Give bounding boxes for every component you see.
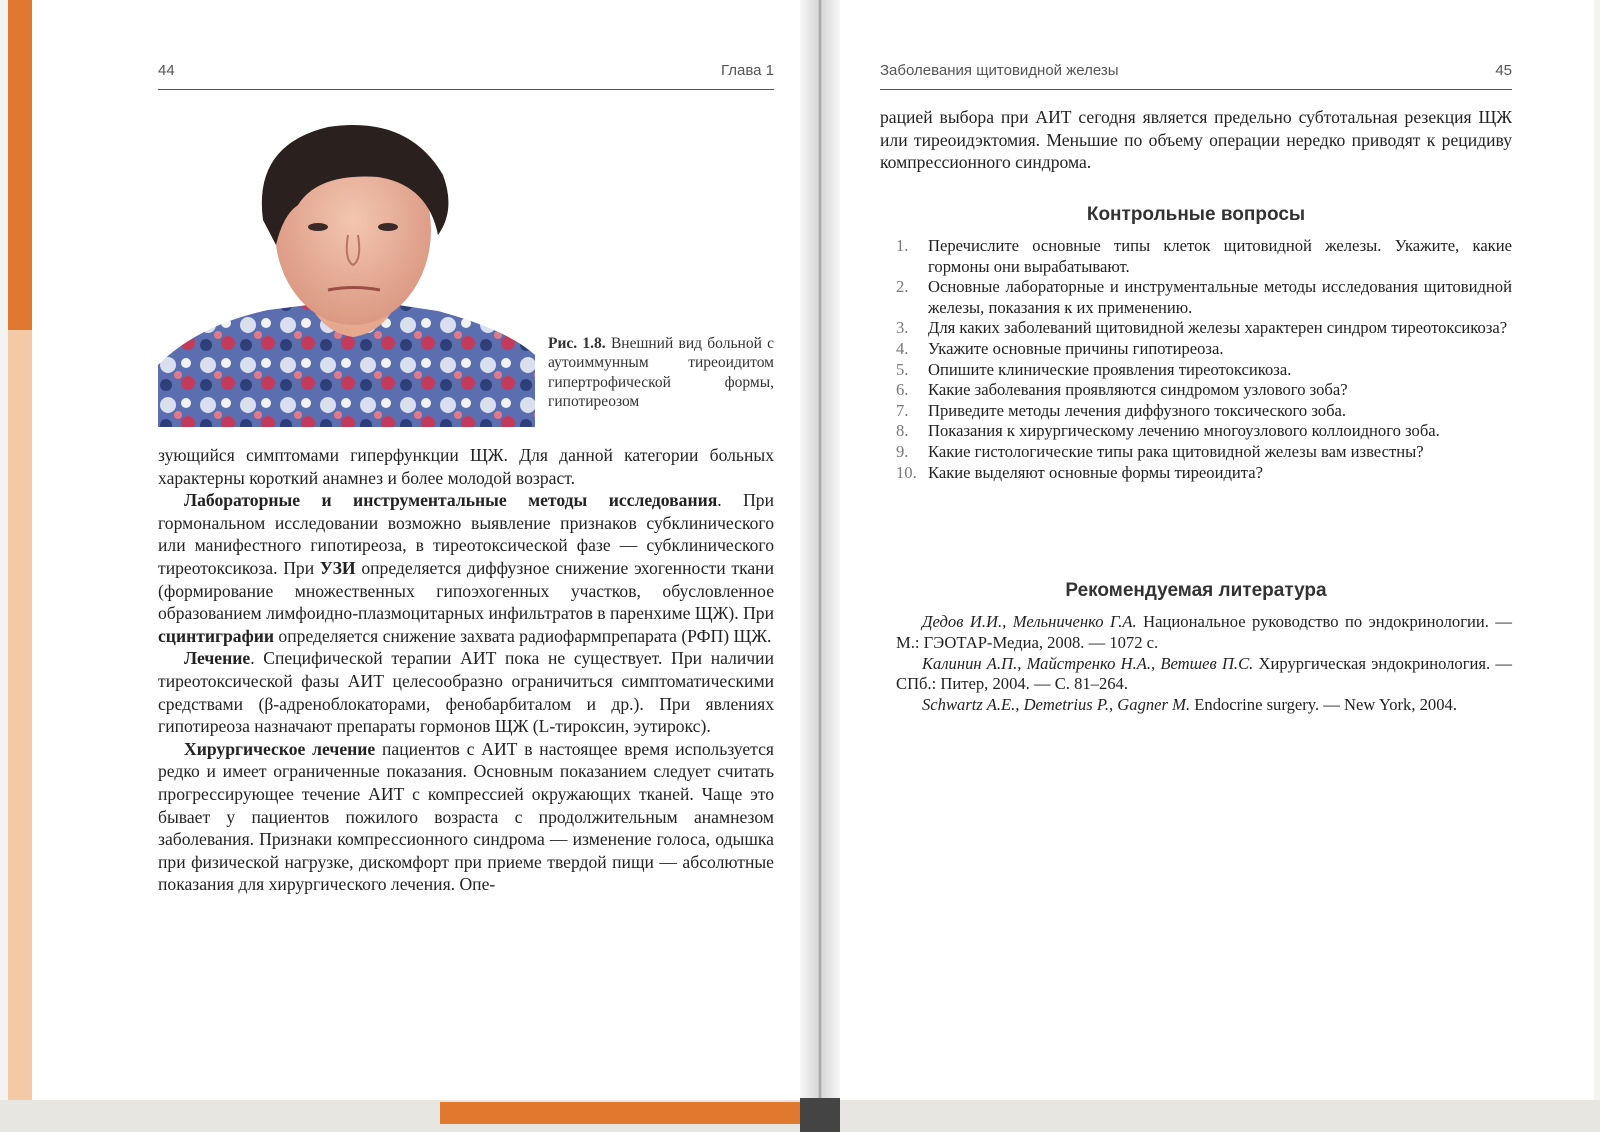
paragraph bbox=[158, 647, 774, 737]
list-number: 2. bbox=[896, 277, 909, 297]
right-running-title: Заболевания щитовидной железы bbox=[880, 62, 1119, 79]
list-text: Приведите методы лечения диффузного токсического зоба. bbox=[928, 400, 1347, 420]
left-body-text bbox=[158, 444, 774, 896]
paragraph-lead: Хирургическое лечение bbox=[184, 738, 376, 759]
left-page-number: 44 bbox=[158, 62, 175, 79]
figure-label: Рис. 1.8. bbox=[548, 335, 606, 352]
paragraph bbox=[158, 444, 774, 489]
paragraph-text: определяется диффузное снижение эхогенности ткани (формирование множественных гипоэхогенных участков, обусловленное образованием лимфоидно-плазмоцитарных инфильтратов в паренхиме ЩЖ). При bbox=[158, 557, 775, 624]
list-text: Перечислите основные типы клеток щитовидной железы. Укажите, какие гормоны они вырабатывают. bbox=[928, 236, 1512, 276]
right-intro-text bbox=[880, 106, 1512, 174]
list-text: Какие гистологические типы рака щитовидной железы вам известны? bbox=[928, 441, 1424, 461]
book-gutter bbox=[800, 0, 840, 1132]
list-item bbox=[896, 318, 1512, 339]
right-header-rule bbox=[880, 89, 1512, 90]
left-header-rule bbox=[158, 89, 774, 90]
list-text: Укажите основные причины гипотиреоза. bbox=[928, 338, 1224, 358]
list-item bbox=[896, 236, 1512, 277]
list-item bbox=[896, 695, 1512, 716]
paragraph-text: . При гормональном исследовании возможно выявление признаков субклинического или манифестного гипотиреоза, в тиреотоксической фазе — субклинического тиреотоксикоза. При bbox=[158, 490, 774, 578]
paragraph-text: рацией выбора при АИТ сегодня является предельно субтотальная резекция ЩЖ или тиреоидэктомия. Меньшие по объему операции нередко приводят к рецидиву компрессионного синдрома. bbox=[880, 107, 1512, 173]
list-item bbox=[896, 421, 1512, 442]
paragraph bbox=[158, 489, 774, 647]
patient-portrait-image bbox=[158, 115, 535, 427]
list-number: 1. bbox=[896, 236, 909, 255]
paragraph bbox=[158, 738, 774, 896]
reference-text: Endocrine surgery. — New York, 2004. bbox=[1190, 695, 1457, 715]
bookmark-ribbon bbox=[440, 1102, 840, 1124]
patient-photo bbox=[158, 115, 535, 427]
reference-authors: Schwartz A.E., Demetrius P., Gagner M. bbox=[922, 695, 1191, 715]
paragraph-text: зующийся симптомами гиперфункции ЩЖ. Для данной категории больных характерны короткий анамнез и более молодой возраст. bbox=[158, 445, 774, 488]
list-item bbox=[896, 442, 1512, 463]
cover-edge bbox=[8, 0, 32, 330]
list-number: 7. bbox=[896, 400, 909, 420]
paragraph-text: пациентов с АИТ в настоящее время используется редко и имеет ограниченные показания. Основным показанием следует считать прогрессирующее течение АИТ с компрессией окружающих тканей. Чаще это бывает у пациентов пожилого возраста с продолжительным анамнезом заболевания. Признаки компрессионного синдрома — изменение голоса, одышка при физической нагрузке, дискомфорт при приеме твердой пищи — абсолютные показания для хирургического лечения. Опе- bbox=[158, 738, 774, 895]
list-number: 9. bbox=[896, 441, 909, 461]
list-item bbox=[896, 654, 1512, 696]
figure-caption bbox=[548, 334, 774, 412]
list-item bbox=[896, 612, 1512, 654]
right-page-number: 45 bbox=[1495, 62, 1512, 79]
list-number: 5. bbox=[896, 359, 909, 379]
list-number: 6. bbox=[896, 380, 909, 400]
list-text: Основные лабораторные и инструментальные методы исследования щитовидной железы, показания к их применению. bbox=[928, 277, 1512, 317]
paragraph-text: . Специфической терапии АИТ пока не существует. При наличии тиреотоксической фазы АИТ целесообразно ограничиться симптоматическими средствами (β-адреноблокаторами, фенобарбиталом и др.). При явлениях гипотиреоза назначают препараты гормонов ЩЖ (L-тироксин, эутирокс). bbox=[158, 648, 774, 737]
left-running-title: Глава 1 bbox=[720, 62, 774, 79]
paragraph-lead: Лечение bbox=[184, 648, 251, 669]
reference-authors: Дедов И.И., Мельниченко Г.А. bbox=[922, 612, 1137, 631]
reference-text: Хирургическая эндокринология. — СПб.: Питер, 2004. — С. 81–264. bbox=[896, 653, 1512, 694]
list-text: Какие выделяют основные формы тиреоидита? bbox=[928, 462, 1263, 482]
list-text: Для каких заболеваний щитовидной железы характерен синдром тиреотоксикоза? bbox=[928, 318, 1508, 338]
questions-heading: Контрольные вопросы bbox=[1086, 204, 1306, 225]
list-number: 8. bbox=[896, 421, 909, 441]
list-text: Опишите клинические проявления тиреотоксикоза. bbox=[928, 359, 1292, 379]
list-text: Какие заболевания проявляются синдромом узлового зоба? bbox=[928, 380, 1348, 400]
list-item bbox=[896, 401, 1512, 422]
term-scintigraphy: сцинтиграфии bbox=[158, 625, 275, 646]
list-item bbox=[896, 463, 1512, 484]
literature-heading: Рекомендуемая литература bbox=[1065, 580, 1327, 601]
list-number: 10. bbox=[896, 462, 917, 482]
list-item bbox=[896, 277, 1512, 318]
paragraph-lead: Лабораторные и инструментальные методы исследования bbox=[184, 490, 718, 511]
reference-text: Национальное руководство по эндокринологии. — М.: ГЭОТАР-Медиа, 2008. — 1072 с. bbox=[896, 612, 1512, 652]
list-number: 3. bbox=[896, 318, 909, 338]
paragraph-text: определяется снижение захвата радиофармпрепарата (РФП) ЩЖ. bbox=[274, 625, 772, 646]
term-uzi: УЗИ bbox=[319, 557, 356, 578]
figure-caption-text: Внешний вид больной с аутоиммунным тиреоидитом гипертрофической формы, гипотиреозом bbox=[548, 335, 775, 411]
list-number: 4. bbox=[896, 338, 909, 358]
cover-edge-lower bbox=[8, 330, 32, 1130]
questions-list bbox=[896, 236, 1512, 483]
list-text: Показания к хирургическому лечению многоузлового коллоидного зоба. bbox=[928, 421, 1440, 441]
literature-list bbox=[896, 612, 1512, 716]
reference-authors: Калинин А.П., Майстренко Н.А., Ветшев П.С. bbox=[922, 653, 1254, 673]
list-item bbox=[896, 360, 1512, 381]
list-item bbox=[896, 380, 1512, 401]
spine-bottom bbox=[800, 1098, 840, 1132]
list-item bbox=[896, 339, 1512, 360]
